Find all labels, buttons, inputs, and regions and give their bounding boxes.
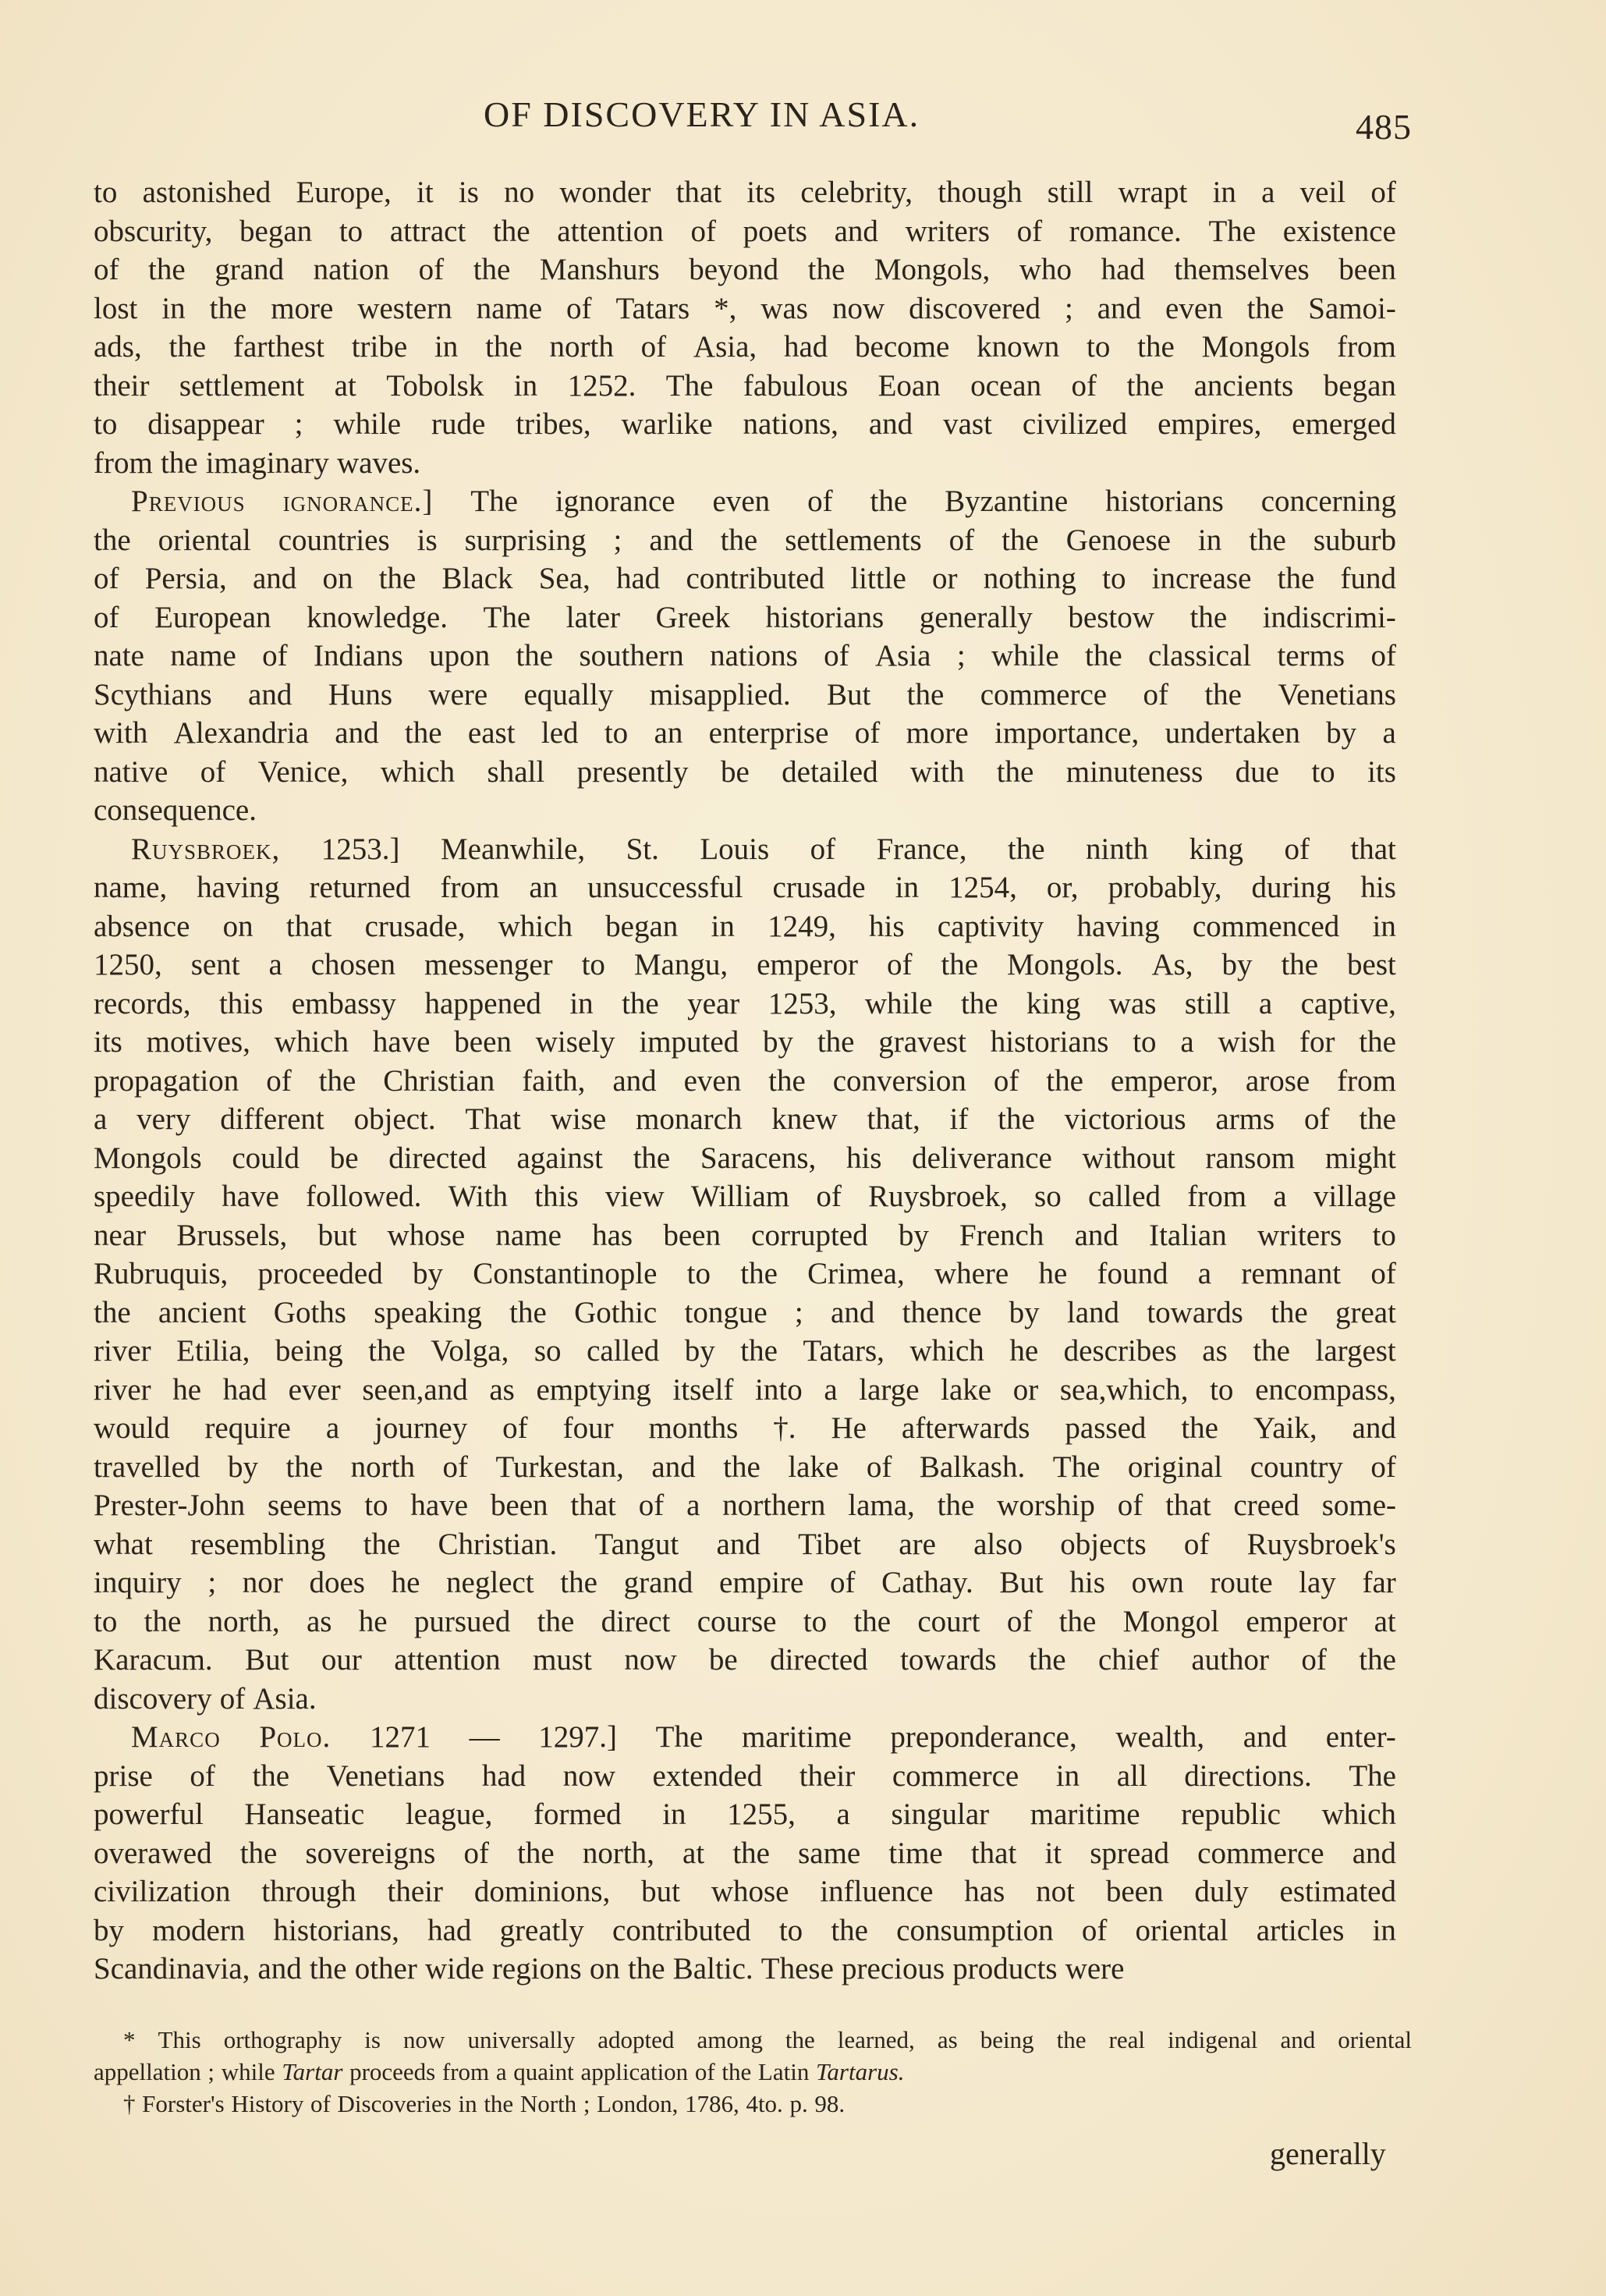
text-line: to astonished Europe, it is no wonder that its celebrity, though still wrapt in a veil of <box>94 176 1396 209</box>
text-line: of European knowledge. The later Greek historians generally bestow the indiscrimi- <box>94 600 1396 634</box>
page-number: 485 <box>1356 107 1412 147</box>
text-line: name, having returned from an unsuccessful crusade in 1254, or, probably, during his <box>94 871 1396 904</box>
text-line: travelled by the north of Turkestan, and the lake of Balkash. The original country of <box>94 1450 1396 1484</box>
footnote-line: † Forster's History of Discoveries in the North ; London, 1786, 4to. p. 98. <box>123 2090 846 2117</box>
text-line: ads, the farthest tribe in the north of Asia, had become known to the Mongols from <box>94 330 1396 364</box>
text-line: powerful Hanseatic league, formed in 1255, a singular maritime republic which <box>94 1797 1396 1831</box>
text-line: from the imaginary waves. <box>94 445 421 480</box>
text-line: would require a journey of four months †. He afterwards passed the Yaik, and <box>94 1411 1396 1445</box>
text-line: the oriental countries is surprising ; and the settlements of the Genoese in the suburb <box>94 523 1396 557</box>
text-line: a very different object. That wise monarch knew that, if the victorious arms of the <box>94 1102 1396 1136</box>
text-line: Marco Polo. 1271 — 1297.] The maritime preponderance, wealth, and enter- <box>131 1720 1396 1754</box>
text-line: inquiry ; nor does he neglect the grand empire of Cathay. But his own route lay far <box>94 1566 1396 1599</box>
text-line: nate name of Indians upon the southern nations of Asia ; while the classical terms of <box>94 639 1396 672</box>
text-line: Mongols could be directed against the Saracens, his deliverance without ransom might <box>94 1141 1396 1175</box>
text-line: prise of the Venetians had now extended their commerce in all directions. The <box>94 1758 1396 1793</box>
text-line: propagation of the Christian faith, and even the conversion of the emperor, arose from <box>94 1063 1396 1098</box>
text-line: Ruysbroek, 1253.] Meanwhile, St. Louis of France, the ninth king of that <box>131 832 1396 866</box>
text-line: speedily have followed. With this view William of Ruysbroek, so called from a village <box>94 1180 1396 1213</box>
text-line: overawed the sovereigns of the north, at the same time that it spread commerce and <box>94 1836 1396 1870</box>
text-line: river Etilia, being the Volga, so called by the Tatars, which he describes as the largest <box>94 1334 1396 1368</box>
text-line: absence on that crusade, which began in 1249, his captivity having commenced in <box>94 909 1396 943</box>
text-line: to disappear ; while rude tribes, warlike nations, and vast civilized empires, emerged <box>94 407 1396 441</box>
text-line: what resembling the Christian. Tangut and Tibet are also objects of Ruysbroek's <box>94 1527 1396 1561</box>
text-line: to the north, as he pursued the direct course to the court of the Mongol emperor at <box>94 1604 1396 1638</box>
text-line: Karacum. But our attention must now be directed towards the chief author of the <box>94 1643 1396 1677</box>
text-line: of Persia, and on the Black Sea, had contributed little or nothing to increase the fund <box>94 562 1396 595</box>
text-line: records, this embassy happened in the year 1253, while the king was still a captive, <box>94 986 1396 1020</box>
text-line: obscurity, began to attract the attention of poets and writers of romance. The existence <box>94 214 1396 248</box>
running-title: OF DISCOVERY IN ASIA. <box>484 94 920 134</box>
catchword: generally <box>1270 2136 1386 2171</box>
text-line: with Alexandria and the east led to an enterprise of more importance, undertaken by a <box>94 716 1396 750</box>
text-line: Previous ignorance.] The ignorance even of the Byzantine historians concerning <box>131 484 1396 518</box>
text-line: discovery of Asia. <box>94 1681 317 1716</box>
text-line: their settlement at Tobolsk in 1252. The fabulous Eoan ocean of the ancients began <box>94 368 1396 403</box>
text-line: Scandinavia, and the other wide regions on the Baltic. These precious products were <box>94 1952 1125 1985</box>
footnotes <box>94 2024 1412 2120</box>
text-line: by modern historians, had greatly contributed to the consumption of oriental articles in <box>94 1913 1396 1947</box>
text-line: Prester-John seems to have been that of a northern lama, the worship of that creed some- <box>94 1489 1396 1522</box>
text-line: native of Venice, which shall presently be detailed with the minuteness due to its <box>94 754 1396 789</box>
footnote-line: * This orthography is now universally adopted among the learned, as being the real indigenal and oriental <box>123 2026 1412 2053</box>
text-line: lost in the more western name of Tatars *, was now discovered ; and even the Samoi- <box>94 291 1396 325</box>
text-line: consequence. <box>94 793 257 827</box>
footnote-line: appellation ; while Tartar proceeds from a quaint application of the Latin Tartarus. <box>94 2058 905 2085</box>
running-head <box>0 87 1606 147</box>
text-line: river he had ever seen,and as emptying itself into a large lake or sea,which, to encompass, <box>94 1372 1396 1407</box>
text-line: civilization through their dominions, but whose influence has not been duly estimated <box>94 1875 1396 1908</box>
text-line: near Brussels, but whose name has been corrupted by French and Italian writers to <box>94 1218 1396 1252</box>
text-line: its motives, which have been wisely imputed by the gravest historians to a wish for the <box>94 1025 1396 1059</box>
text-line: 1250, sent a chosen messenger to Mangu, emperor of the Mongols. As, by the best <box>94 948 1396 981</box>
text-line: Rubruquis, proceeded by Constantinople to the Crimea, where he found a remnant of <box>94 1257 1396 1290</box>
text-line: of the grand nation of the Manshurs beyond the Mongols, who had themselves been <box>94 253 1396 286</box>
body-text <box>94 173 1396 1989</box>
text-line: the ancient Goths speaking the Gothic tongue ; and thence by land towards the great <box>94 1295 1396 1329</box>
text-line: Scythians and Huns were equally misapplied. But the commerce of the Venetians <box>94 677 1396 712</box>
